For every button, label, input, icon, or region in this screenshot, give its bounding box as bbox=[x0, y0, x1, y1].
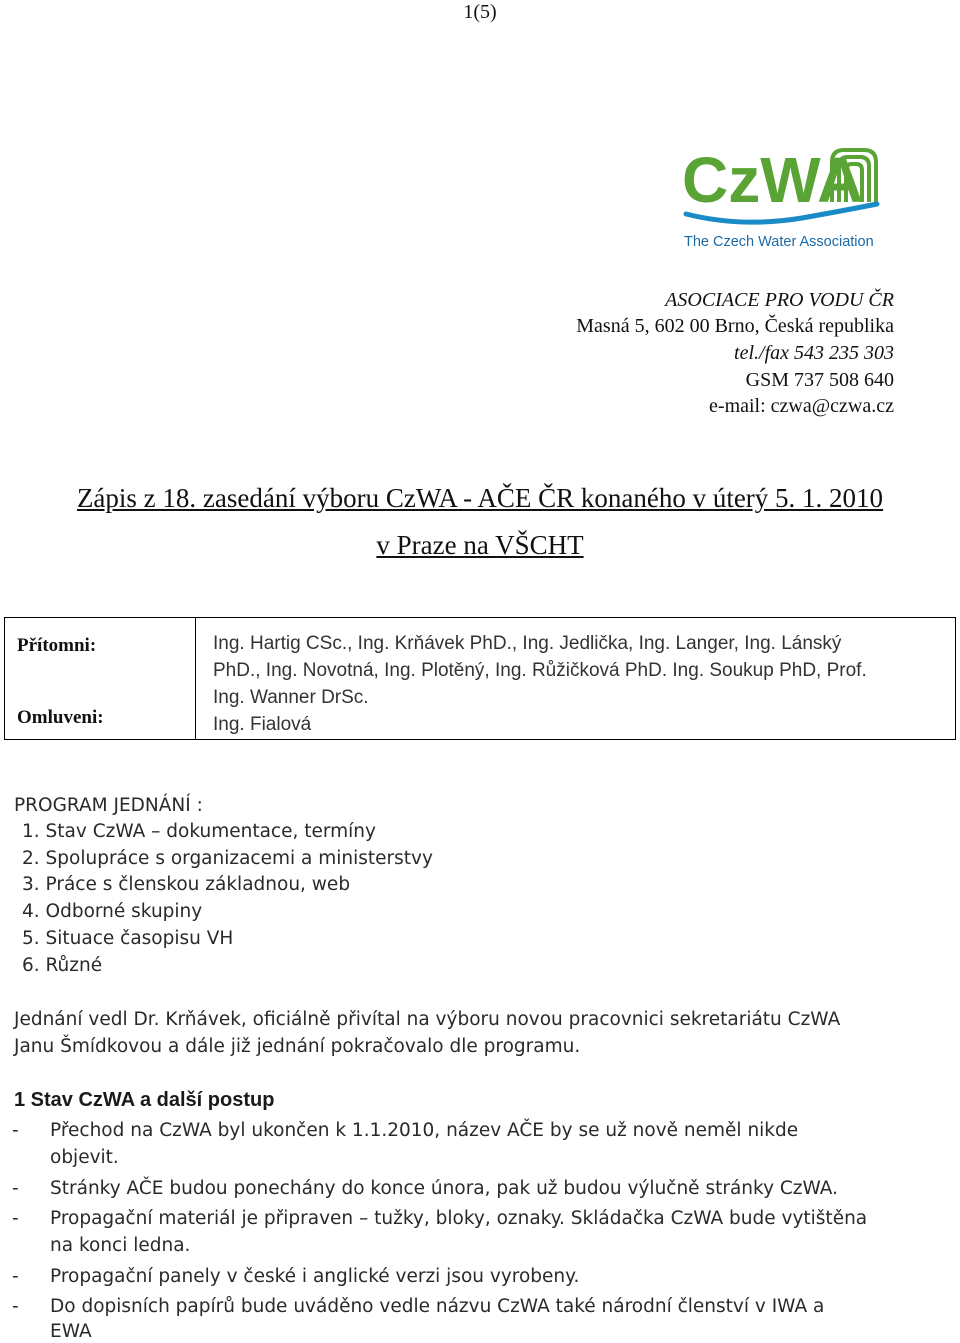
bullet-text-cont: na konci ledna. bbox=[50, 1235, 191, 1256]
bullet-dash: - bbox=[12, 1178, 19, 1199]
bullet-text: Propagační panely v české i anglické verzi jsou vyrobeny. bbox=[50, 1266, 580, 1287]
intro-line: Janu Šmídkovou a dále již jednání pokračovalo dle programu. bbox=[14, 1036, 581, 1057]
page-number: 1(5) bbox=[463, 1, 497, 23]
czwa-logo-graphic bbox=[682, 140, 882, 255]
czwa-logo bbox=[682, 140, 882, 255]
bullet-text: Propagační materiál je připraven – tužky, bloky, oznaky. Skládačka CzWA bude vytištěna bbox=[50, 1208, 868, 1229]
bullet-text: Do dopisních papírů bude uváděno vedle názvu CzWA také národní členství v IWA a bbox=[50, 1296, 825, 1317]
present-names bbox=[213, 630, 947, 738]
org-telfax: tel./fax 543 235 303 bbox=[734, 342, 894, 364]
intro-line: Jednání vedl Dr. Krňávek, oficiálně přivítal na výboru novou pracovnici sekretariátu CzWA bbox=[14, 1009, 841, 1030]
bullet-text: Přechod na CzWA byl ukončen k 1.1.2010, název AČE by se už nově neměl nikde bbox=[50, 1120, 799, 1141]
present-line: PhD., Ing. Novotná, Ing. Plotěný, Ing. Růžičková PhD. Ing. Soukup PhD, Prof. bbox=[213, 660, 867, 681]
excused-names: Ing. Fialová bbox=[213, 714, 312, 735]
logo-wordmark: CzWA bbox=[682, 144, 864, 216]
bullet-dash: - bbox=[12, 1266, 19, 1287]
org-email: e-mail: czwa@czwa.cz bbox=[709, 395, 894, 417]
present-line: Ing. Hartig CSc., Ing. Krňávek PhD., Ing. Jedlička, Ing. Langer, Ing. Lánský bbox=[213, 633, 842, 654]
document-title: Zápis z 18. zasedání výboru CzWA - AČE ČR konaného v úterý 5. 1. 2010 bbox=[76, 483, 884, 513]
section-heading: 1 Stav CzWA a další postup bbox=[14, 1089, 275, 1111]
program-item: 2. Spolupráce s organizacemi a ministerstvy bbox=[22, 848, 433, 869]
program-item: 6. Různé bbox=[22, 955, 103, 976]
logo-tagline: The Czech Water Association bbox=[684, 234, 874, 250]
excused-label: Omluveni: bbox=[17, 707, 104, 728]
present-label: Přítomni: bbox=[17, 635, 97, 656]
attendance-table bbox=[4, 617, 956, 740]
program-heading: PROGRAM JEDNÁNÍ : bbox=[14, 795, 203, 816]
program-item: 5. Situace časopisu VH bbox=[22, 928, 234, 949]
org-gsm: GSM 737 508 640 bbox=[745, 369, 894, 391]
present-line: Ing. Wanner DrSc. bbox=[213, 687, 369, 708]
org-street: Masná 5, 602 00 Brno, Česká republika bbox=[576, 315, 894, 337]
program-item: 4. Odborné skupiny bbox=[22, 901, 203, 922]
bullet-dash: - bbox=[12, 1208, 19, 1229]
program-item: 3. Práce s členskou základnou, web bbox=[22, 874, 351, 895]
bullet-text-cont: objevit. bbox=[50, 1147, 119, 1168]
bullet-dash: - bbox=[12, 1120, 19, 1141]
program-item: 1. Stav CzWA – dokumentace, termíny bbox=[22, 821, 376, 842]
document-subtitle: v Praze na VŠCHT bbox=[376, 530, 584, 560]
bullet-text: Stránky AČE budou ponechány do konce února, pak už budou výlučně stránky CzWA. bbox=[50, 1178, 839, 1199]
bullet-text-cont: EWA bbox=[50, 1321, 92, 1342]
attendance-names bbox=[196, 618, 956, 740]
attendance-labels bbox=[5, 618, 196, 740]
bullet-dash: - bbox=[12, 1296, 19, 1317]
org-name: ASOCIACE PRO VODU ČR bbox=[665, 289, 894, 311]
